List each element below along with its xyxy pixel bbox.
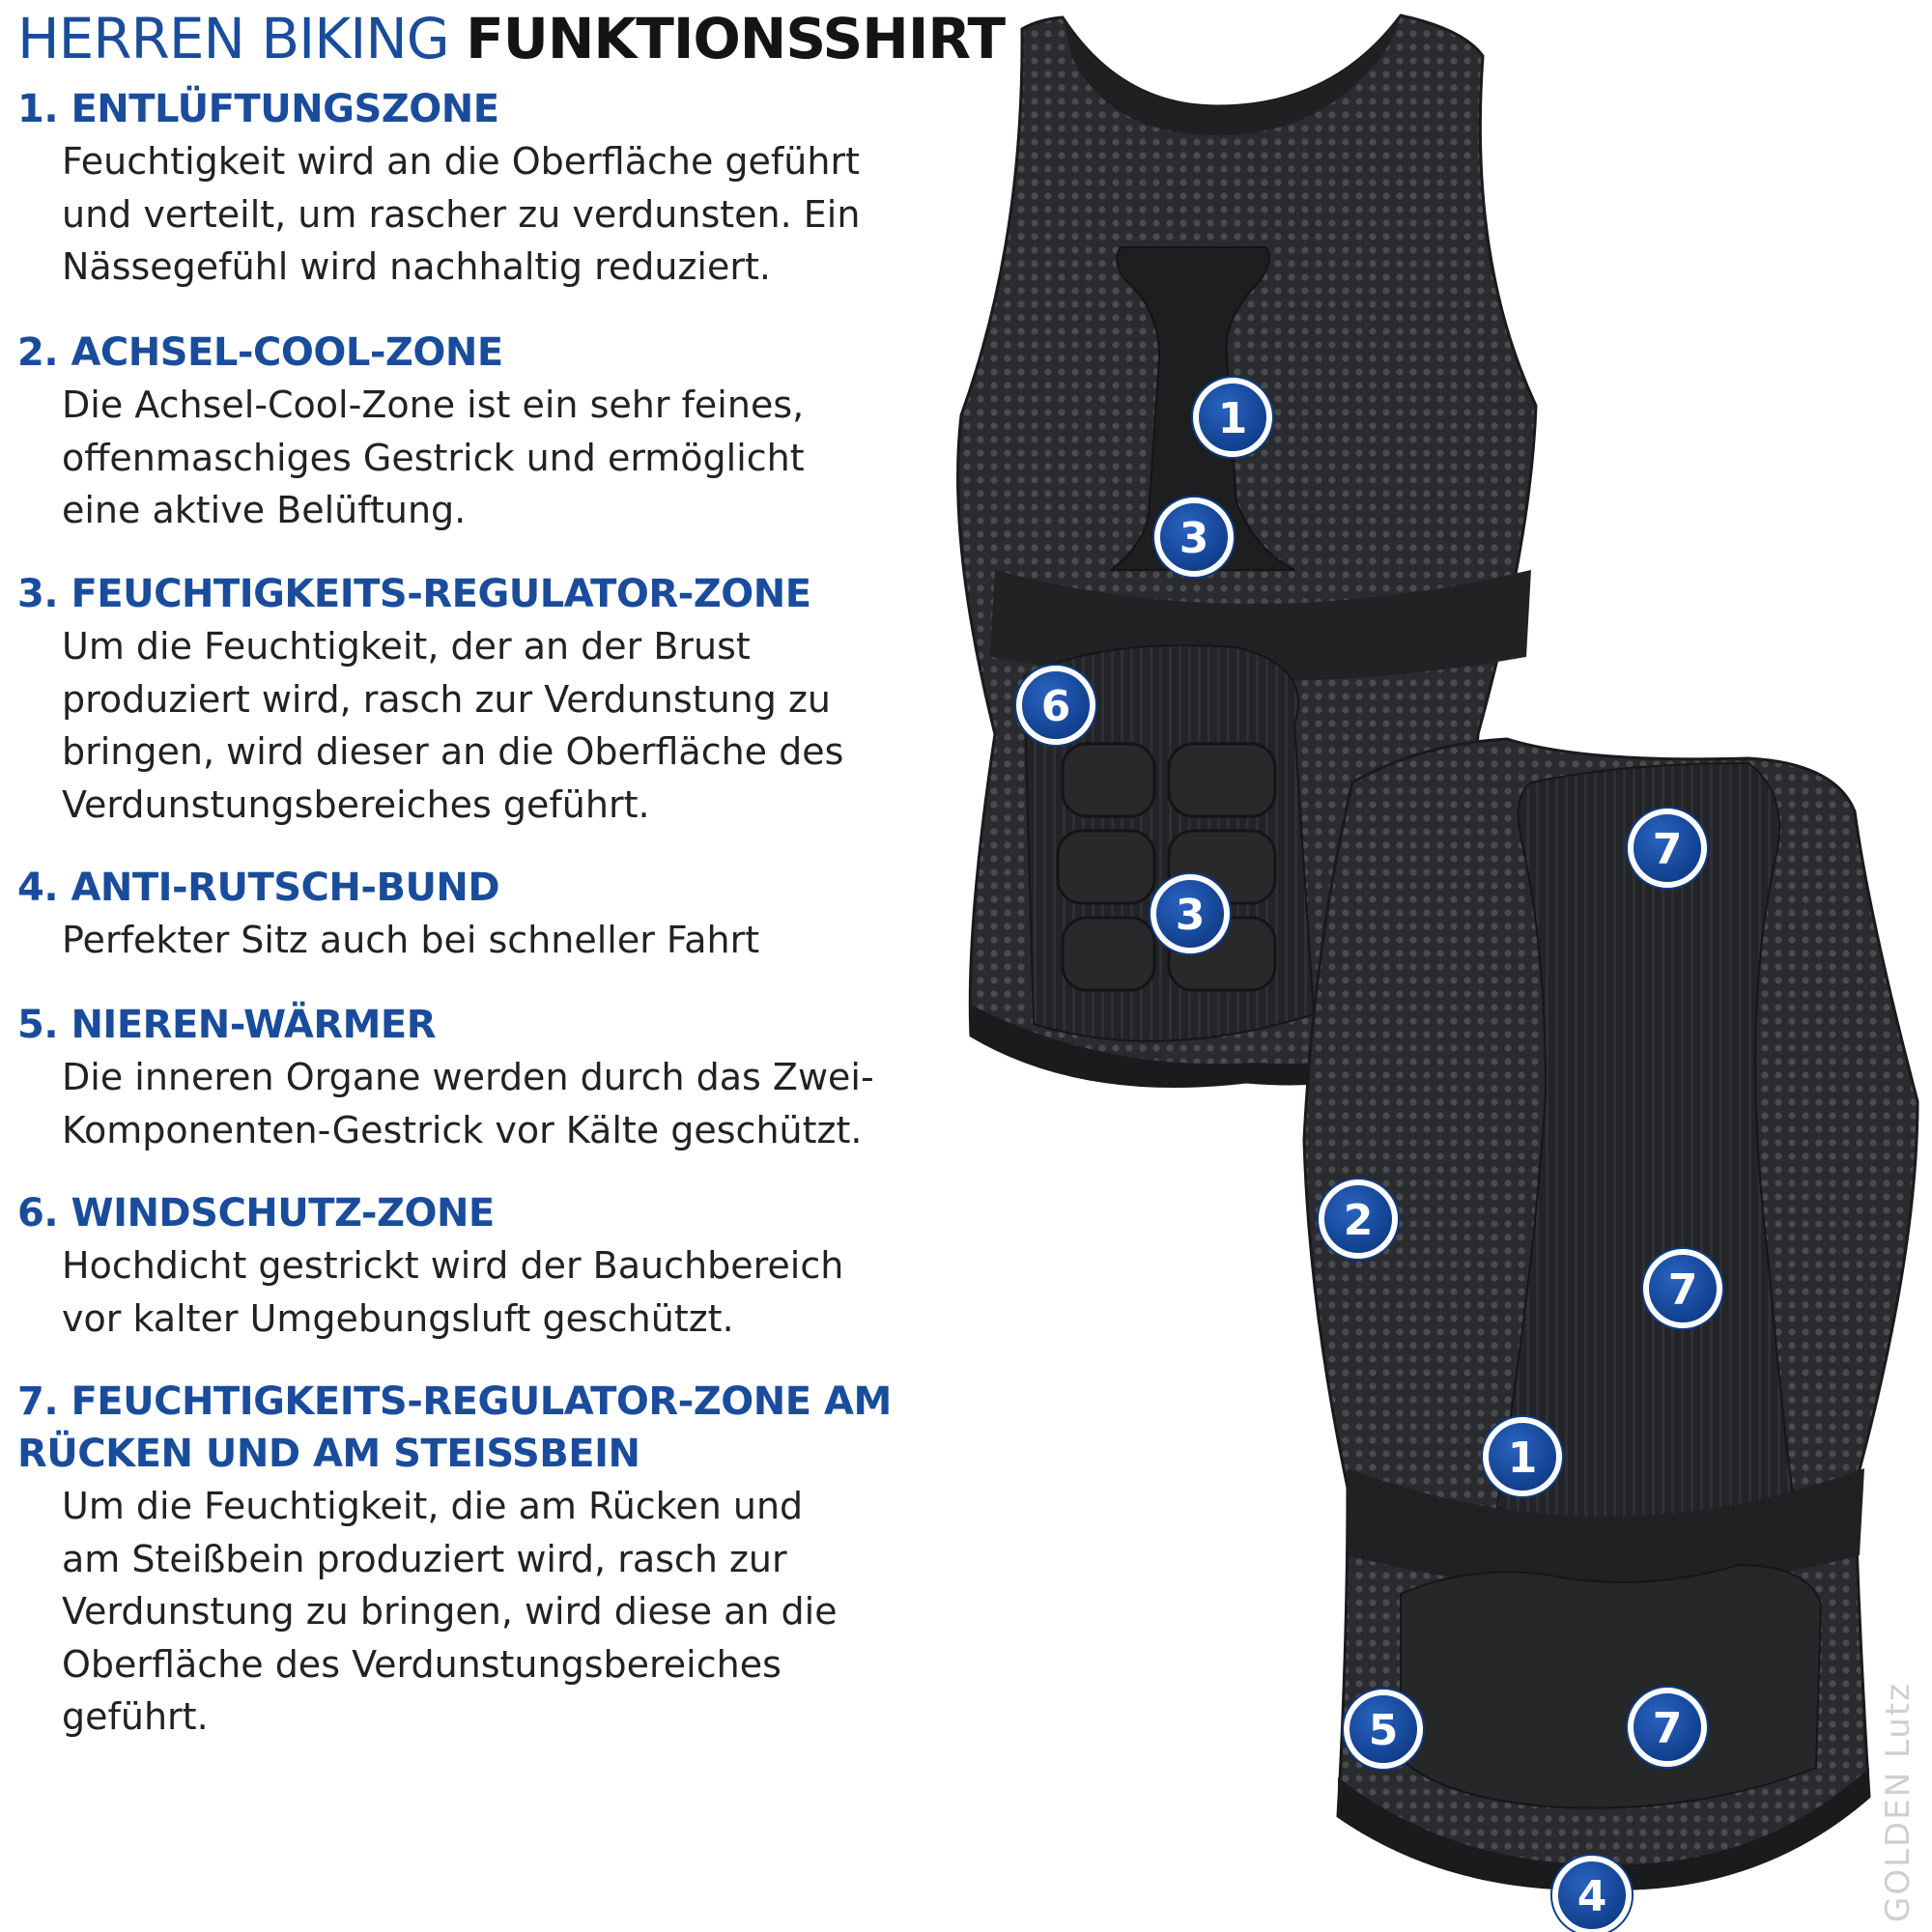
feature-heading: 5. NIEREN-WÄRMER (17, 1003, 437, 1047)
back-marker-1 (1482, 1416, 1563, 1497)
feature-text: Feuchtigkeit wird an die Oberfläche geführt und verteilt, um rascher zu verdunsten. Ein Nässegefühl wird nachhaltig reduziert. (62, 140, 861, 288)
feature-text: Um die Feuchtigkeit, die am Rücken und am Steißbein produziert wird, rasch zur Verdunstung zu bringen, wird diese an die Oberfläche des Verdunstungsbereiches geführt. (62, 1485, 838, 1738)
feature-text: Die Achsel-Cool-Zone ist ein sehr feines, offenmaschiges Gestrick und ermöglicht eine aktive Belüftung. (62, 384, 805, 531)
marker-number: 7 (1652, 1704, 1683, 1753)
product-illustration (927, 0, 1932, 1932)
feature-heading: 3. FEUCHTIGKEITS-REGULATOR-ZONE (17, 572, 811, 616)
shirt-illustration (927, 0, 1932, 1932)
feature-heading: 7. FEUCHTIGKEITS-REGULATOR-ZONE AM RÜCKEN UND AM STEISSBEIN (17, 1379, 892, 1476)
back-marker-7 (1627, 1687, 1708, 1768)
marker-number: 3 (1179, 514, 1209, 563)
marker-number: 3 (1175, 891, 1206, 940)
feature-heading: 4. ANTI-RUTSCH-BUND (17, 866, 500, 910)
back-marker-5 (1343, 1689, 1424, 1770)
marker-number: 6 (1040, 682, 1071, 731)
feature-6 (17, 1187, 906, 1345)
feature-3 (17, 568, 906, 831)
page-title (17, 6, 1005, 71)
marker-number: 7 (1652, 825, 1683, 874)
feature-5 (17, 999, 906, 1156)
feature-text: Die inneren Organe werden durch das Zwei- Komponenten-Gestrick vor Kälte geschützt. (62, 1056, 874, 1151)
back-marker-7 (1642, 1248, 1723, 1329)
feature-text: Um die Feuchtigkeit, der an der Brust produziert wird, rasch zur Verdunstung zu bringen, wird dieser an die Oberfläche des Verdunstungsbereiches geführt. (62, 625, 844, 826)
back-marker-7 (1627, 808, 1708, 889)
back-lower-panel (1401, 1565, 1821, 1808)
front-marker-1 (1192, 377, 1273, 458)
feature-text: Perfekter Sitz auch bei schneller Fahrt (62, 919, 760, 961)
feature-heading: 6. WINDSCHUTZ-ZONE (17, 1191, 495, 1236)
front-marker-3 (1153, 497, 1235, 578)
back-marker-4 (1551, 1855, 1633, 1932)
feature-2 (17, 327, 906, 537)
feature-text: Hochdicht gestrickt wird der Bauchbereich vor kalter Umgebungsluft geschützt. (62, 1244, 844, 1340)
marker-number: 2 (1343, 1196, 1374, 1245)
marker-number: 4 (1577, 1872, 1607, 1921)
back-marker-2 (1318, 1179, 1399, 1260)
marker-number: 5 (1368, 1706, 1399, 1755)
marker-number: 7 (1667, 1265, 1698, 1315)
feature-heading: 2. ACHSEL-COOL-ZONE (17, 330, 503, 375)
brand-watermark: GOLDEN Lutz (1879, 1681, 1918, 1922)
feature-heading: 1. ENTLÜFTUNGSZONE (17, 87, 499, 131)
front-marker-6 (1015, 665, 1096, 746)
feature-4 (17, 862, 906, 967)
marker-number: 1 (1217, 394, 1248, 443)
marker-number: 1 (1507, 1434, 1538, 1483)
feature-1 (17, 83, 906, 294)
front-marker-3 (1150, 873, 1231, 954)
title-light: HERREN BIKING (17, 6, 449, 71)
title-bold: FUNKTIONSSHIRT (466, 6, 1006, 71)
feature-7 (17, 1376, 906, 1744)
